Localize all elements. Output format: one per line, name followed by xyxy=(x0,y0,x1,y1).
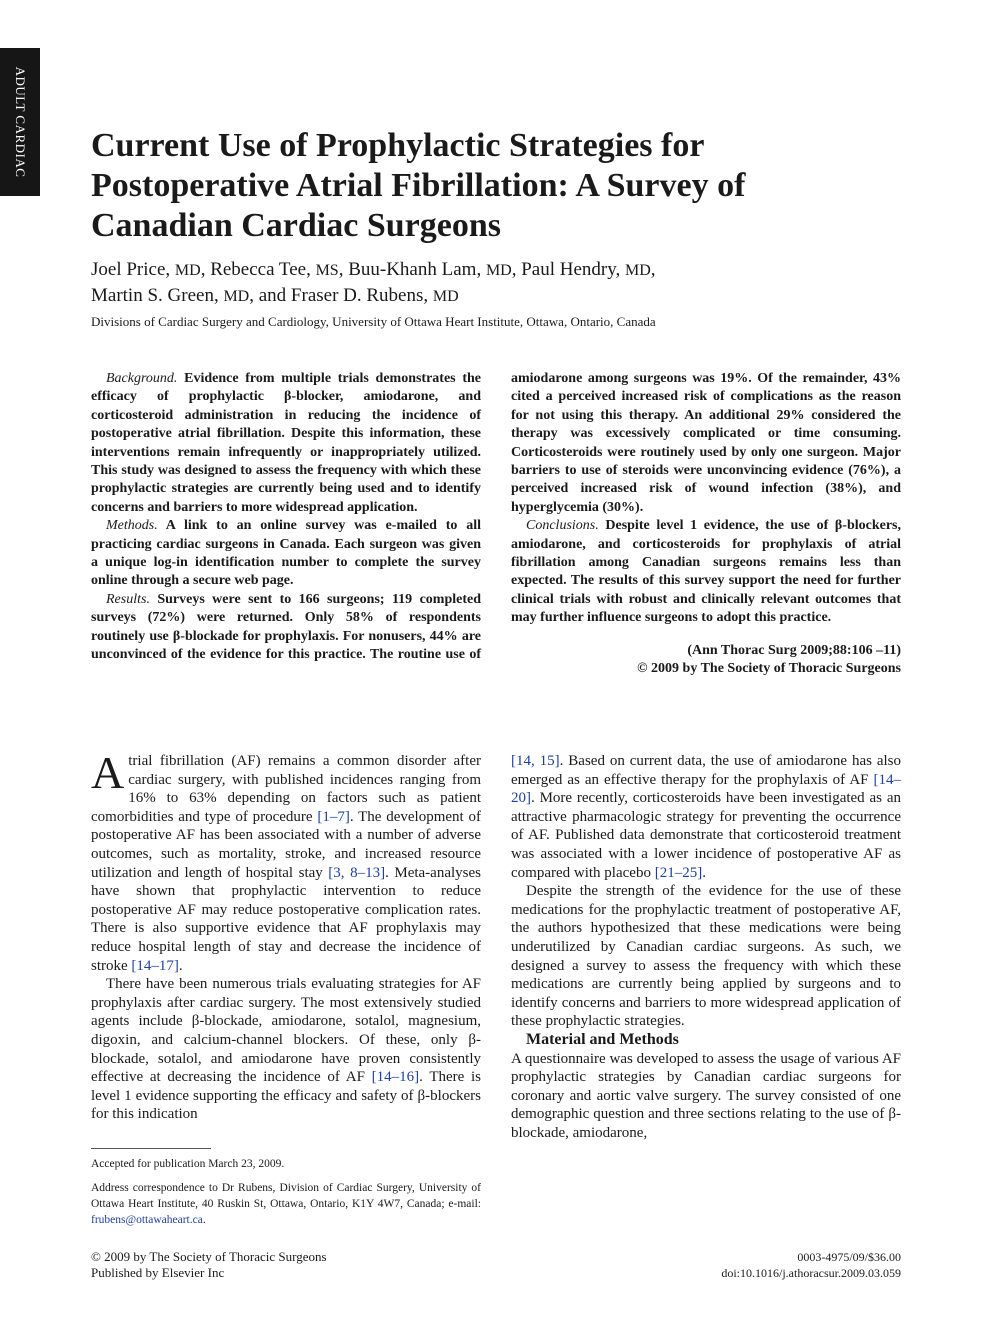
footer-publisher-name: Published by Elsevier Inc xyxy=(91,1265,225,1280)
footer-publisher xyxy=(91,1249,327,1281)
email-link[interactable]: frubens@ottawaheart.ca xyxy=(91,1214,203,1226)
body-column-right xyxy=(511,752,901,1142)
abstract-conclusions: Conclusions. Despite level 1 evidence, the use of β-blockers, amiodarone, and corticosteroids for prophylaxis of atrial fibrillation among Canadian surgeons remains less than expected. The results of this survey support the need for further clinical trials with robust and clinically relevant outcomes that may further influence surgeons to adopt this practice. xyxy=(511,518,902,626)
abstract-label: Background. xyxy=(106,371,178,386)
section-heading: Material and Methods xyxy=(526,1030,679,1048)
drop-cap: A xyxy=(91,747,125,798)
author-degree: MD xyxy=(174,262,201,279)
section-side-tab xyxy=(0,48,40,196)
correspondence-note: Address correspondence to Dr Rubens, Division of Cardiac Surgery, University of Ottawa Heart Institute, 40 Ruskin St, Ottawa, Ontario, K1Y 4W7, Canada; e-mail: frubens@ottawaheart.ca. xyxy=(91,1182,481,1226)
journal-citation xyxy=(511,642,901,679)
abstract-label: Conclusions. xyxy=(526,518,599,534)
affiliation: Divisions of Cardiac Surgery and Cardiology, University of Ottawa Heart Institute, Ottawa, Ontario, Canada xyxy=(91,314,656,329)
footer-doi: doi:10.1016/j.athoracsur.2009.03.059 xyxy=(721,1266,901,1280)
abstract-label: Methods. xyxy=(106,518,158,534)
accepted-note: Accepted for publication March 23, 2009. xyxy=(91,1158,285,1170)
footnote-divider xyxy=(91,1148,211,1149)
author-degree: MD xyxy=(625,262,651,279)
reference-link[interactable]: [21–25] xyxy=(654,864,703,881)
body-paragraph: There have been numerous trials evaluating strategies for AF prophylaxis after cardiac surgery. The most extensively studied agents include β-blockade, amiodarone, sotalol, magnesium, digoxin, and calcium-channel blockers. Of these, only β-blockade, sotalol, and amiodarone have proven consistently effective at decreasing the incidence of AF [14–16]. There is level 1 evidence supporting the efficacy and safety of β-blockers for this indication xyxy=(91,976,481,1123)
abstract-results: Results. Surveys were sent to 166 surgeons; 119 completed surveys (72%) were returned. Only 58% of respondents routinely use β-blockade for prophylaxis. For nonusers, 44% are unconvinced of the evidence for this practice. The routine use of amiodarone among surgeons was 19%. Of the remainder, 43% cited a perceived increased risk of complications as the reason for not using this therapy. An additional 29% considered the therapy was excessively complicated or time consuming. Corticosteroids were routinely used by only one surgeon. Major barriers to use of steroids were unconvincing evidence (76%), a perceived increased risk of wound infection (38%), and hyperglycemia (30%). xyxy=(91,371,901,663)
author-list: Joel Price, MD, Rebecca Tee, MS, Buu-Khanh Lam, MD, Paul Hendry, MD, Martin S. Green, MD, and Fraser D. Rubens, MD xyxy=(91,259,656,306)
author-name: Joel Price xyxy=(91,259,166,280)
reference-link[interactable]: [14–16] xyxy=(371,1069,420,1086)
author-degree: MD xyxy=(223,288,250,305)
body-paragraph: [14, 15]. Based on current data, the use of amiodarone has also emerged as an effective therapy for the prophylaxis of AF [14–20]. More recently, corticosteroids have been investigated as an attractive pharmacologic strategy for preventing the occurrence of AF. Published data demonstrate that corticosteroid treatment was associated with a lower incidence of postoperative AF as compared with placebo [21–25]. xyxy=(511,753,901,881)
author-name: Fraser D. Rubens xyxy=(290,285,424,306)
author-name: Rebecca Tee xyxy=(210,259,307,280)
citation-copyright: © 2009 by The Society of Thoracic Surgeons xyxy=(637,661,901,677)
side-tab-label: ADULT CARDIAC xyxy=(13,66,28,178)
body-paragraph: A questionnaire was developed to assess the usage of various AF prophylactic strategies by Canadian cardiac surgeons for coronary and aortic valve surgery. The survey consisted of one demographic question and three sections relating to the use of β-blockade, amiodarone, xyxy=(511,1050,901,1141)
footer-issn: 0003-4975/09/$36.00 xyxy=(797,1250,901,1264)
abstract-label: Results. xyxy=(106,591,150,607)
reference-link[interactable]: [1–7] xyxy=(317,808,350,825)
abstract-background: Background. Evidence from multiple trials demonstrates the efficacy of prophylactic β-blocker, amiodarone, and corticosteroid administration in reducing the incidence of postoperative atrial fibrillation. Despite this information, these interventions remain infrequently or inappropriately utilized. This study was designed to assess the frequency with which these prophylactic strategies are currently being used and to identify concerns and barriers to more widespread application. xyxy=(91,371,481,515)
abstract-methods: Methods. A link to an online survey was e-mailed to all practicing cardiac surgeons in Canada. Each surgeon was given a unique log-in identification number to complete the survey online through a secure web page. xyxy=(91,518,482,589)
author-name: Buu-Khanh Lam xyxy=(348,259,477,280)
reference-link[interactable]: [14, 15] xyxy=(511,753,560,769)
footer-identifiers xyxy=(721,1249,901,1281)
article-title: Current Use of Prophylactic Strategies for Postoperative Atrial Fibrillation: A Survey of Canadian Cardiac Surgeons xyxy=(91,127,746,244)
citation-line: (Ann Thorac Surg 2009;88:106 –11) xyxy=(687,642,901,658)
body-paragraph: Despite the strength of the evidence for the use of these medications for the prophylactic treatment of postoperative AF, the authors hypothesized that these medications were being underutilized by Canadian cardiac surgeons. As such, we designed a survey to assess the frequency with which these medications are currently being applied by surgeons and to identify concerns and barriers to more widespread application of these prophylactic strategies. xyxy=(511,883,901,1030)
reference-link[interactable]: [14–17] xyxy=(131,957,179,974)
footer-copyright: © 2009 by The Society of Thoracic Surgeons xyxy=(91,1249,327,1264)
reference-link[interactable]: [3, 8–13] xyxy=(328,864,386,881)
author-degree: MS xyxy=(315,262,339,279)
author-degree: MD xyxy=(432,288,459,305)
body-paragraph: Atrial fibrillation (AF) remains a common disorder after cardiac surgery, with published incidences ranging from 16% to 63% depending on factors such as patient comorbidities and type of procedure [1–7]. The development of postoperative AF has been associated with a number of adverse outcomes, such as mortality, stroke, and increased resource utilization and length of hospital stay [3, 8–13]. Meta-analyses have shown that prophylactic intervention to reduce postoperative AF may reduce postoperative complication rates. There is also supportive evidence that AF prophylaxis may reduce hospital length of stay and decrease the incidence of stroke [14–17]. xyxy=(91,747,481,974)
reference-link[interactable]: [14–20] xyxy=(511,771,901,807)
footnotes xyxy=(91,1156,481,1236)
author-name: Paul Hendry xyxy=(521,259,616,280)
body-column-left xyxy=(91,747,481,1124)
abstract xyxy=(91,370,901,679)
author-degree: MD xyxy=(485,262,512,279)
author-name: Martin S. Green xyxy=(91,285,214,306)
